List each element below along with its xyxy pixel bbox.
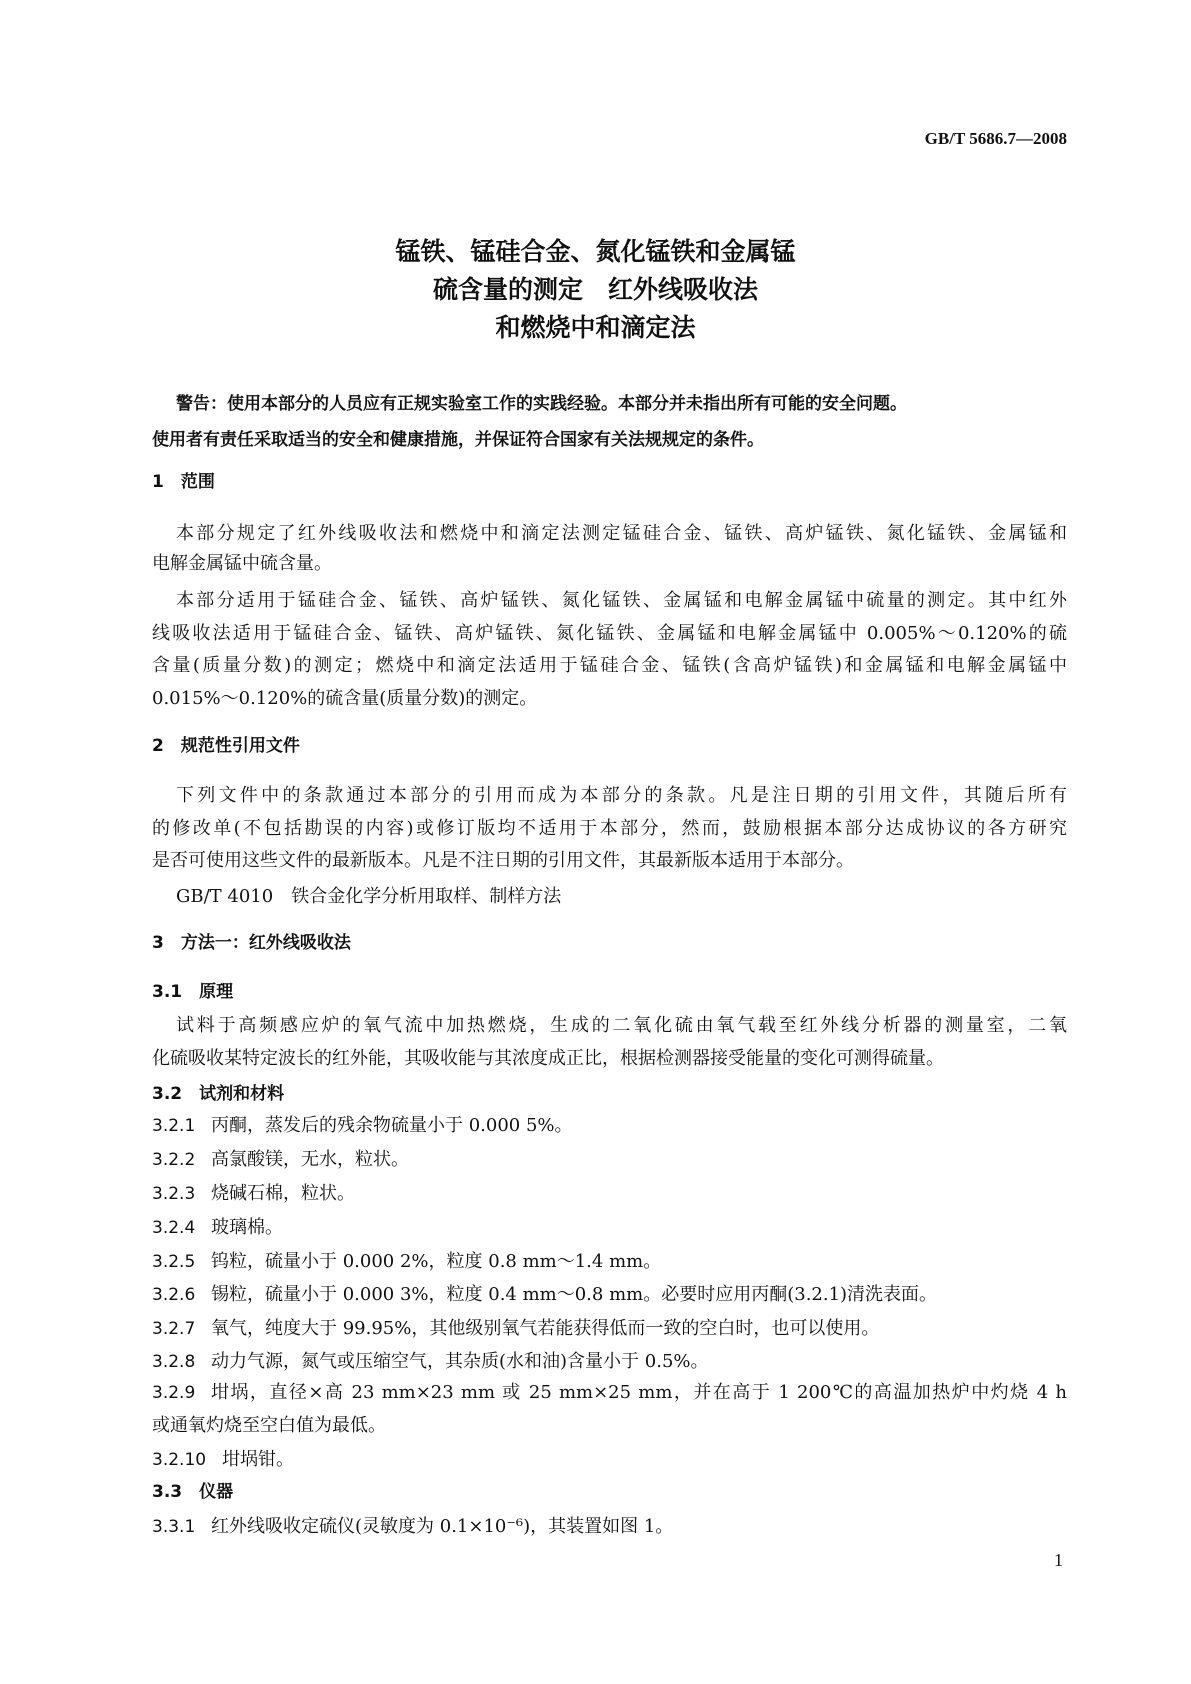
item-number: 3.2.5 [152,1252,196,1272]
section-3-heading: 3 方法一：红外线吸收法 [152,933,351,953]
item-text: 玻璃棉。 [211,1217,283,1238]
item-number: 3.2.10 [152,1450,207,1470]
section-1-p1-line: 本部分规定了红外线吸收法和燃烧中和滴定法测定锰硅合金、锰铁、高炉锰铁、氮化锰铁、金属锰和 [176,523,1067,544]
item-number: 3.2.6 [152,1285,196,1305]
section-2-heading: 2 规范性引用文件 [152,736,300,756]
item-number: 3.2.9 [152,1383,196,1403]
section-1-p1-line: 电解金属锰中硫含量。 [152,553,332,574]
item-3-2-9-continuation: 或通氧灼烧至空白值为最低。 [152,1415,386,1436]
page-number: 1 [1054,1550,1063,1570]
item-number: 3.2.7 [152,1319,196,1339]
section-3-3-heading: 3.3 仪器 [152,1482,234,1502]
section-3-1-line: 化硫吸收某特定波长的红外能，其吸收能与其浓度成正比，根据检测器接受能量的变化可测得硫量。 [152,1048,944,1069]
item-number: 3.3.1 [152,1517,196,1537]
item-text: 坩埚，直径×高 23 mm×23 mm 或 25 mm×25 mm，并在高于 1 200℃的高温加热炉中灼烧 4 h [211,1382,1067,1403]
item-text: 锡粒，硫量小于 0.000 3%，粒度 0.4 mm～0.8 mm。必要时应用丙酮(3.2.1)清洗表面。 [211,1284,938,1305]
section-1-p2-line: 线吸收法适用于锰硅合金、锰铁、高炉锰铁、氮化锰铁、金属锰和电解金属锰中 0.005%～0.120%的硫 [152,623,1067,644]
section-2-p1-line: 是否可使用这些文件的最新版本。凡是不注日期的引用文件，其最新版本适用于本部分。 [152,850,854,871]
section-3-1-line: 试料于高频感应炉的氧气流中加热燃烧，生成的二氧化硫由氧气载至红外线分析器的测量室，二氧 [176,1015,1067,1036]
section-1-p2-line: 0.015%～0.120%的硫含量(质量分数)的测定。 [152,688,538,709]
title-line-2: 硫含量的测定 红外线吸收法 [432,275,758,304]
item-number: 3.2.3 [152,1184,196,1204]
normative-reference: GB/T 4010 铁合金化学分析用取样、制样方法 [176,886,562,907]
item-text: 氧气，纯度大于 99.95%，其他级别氧气若能获得低而一致的空白时，也可以使用。 [211,1318,880,1339]
item-text: 红外线吸收定硫仪(灵敏度为 0.1×10⁻⁶)，其装置如图 1。 [211,1516,674,1537]
warning-line-1: 警告：使用本部分的人员应有正规实验室工作的实践经验。本部分并未指出所有可能的安全问题。 [176,394,907,414]
title-line-1: 锰铁、锰硅合金、氮化锰铁和金属锰 [395,237,796,266]
standard-number: GB/T 5686.7—2008 [924,129,1067,148]
item-text: 钨粒，硫量小于 0.000 2%，粒度 0.8 mm～1.4 mm。 [211,1251,662,1272]
item-number: 3.2.1 [152,1116,196,1136]
item-number: 3.2.4 [152,1218,196,1238]
item-text: 高氯酸镁，无水，粒状。 [211,1149,409,1170]
section-3-1-heading: 3.1 原理 [152,982,234,1002]
item-number: 3.2.8 [152,1352,196,1372]
item-number: 3.2.2 [152,1150,196,1170]
section-1-p2-line: 含量(质量分数)的测定；燃烧中和滴定法适用于锰硅合金、锰铁(含高炉锰铁)和金属锰和电解金属锰中 [152,655,1067,676]
item-text: 坩埚钳。 [222,1449,294,1470]
section-3-2-heading: 3.2 试剂和材料 [152,1084,285,1104]
item-text: 动力气源，氮气或压缩空气，其杂质(水和油)含量小于 0.5%。 [211,1351,709,1372]
warning-line-2: 使用者有责任采取适当的安全和健康措施，并保证符合国家有关法规规定的条件。 [152,430,764,450]
item-text: 烧碱石棉，粒状。 [211,1183,355,1204]
item-text: 丙酮，蒸发后的残余物硫量小于 0.000 5%。 [211,1115,573,1136]
title-line-3: 和燃烧中和滴定法 [495,313,696,342]
section-1-heading: 1 范围 [152,472,215,492]
section-2-p1-line: 下列文件中的条款通过本部分的引用而成为本部分的条款。凡是注日期的引用文件，其随后所有 [176,785,1067,806]
section-2-p1-line: 的修改单(不包括勘误的内容)或修订版均不适用于本部分，然而，鼓励根据本部分达成协议的各方研究 [152,818,1067,839]
section-1-p2-line: 本部分适用于锰硅合金、锰铁、高炉锰铁、氮化锰铁、金属锰和电解金属锰中硫量的测定。其中红外 [176,590,1067,611]
